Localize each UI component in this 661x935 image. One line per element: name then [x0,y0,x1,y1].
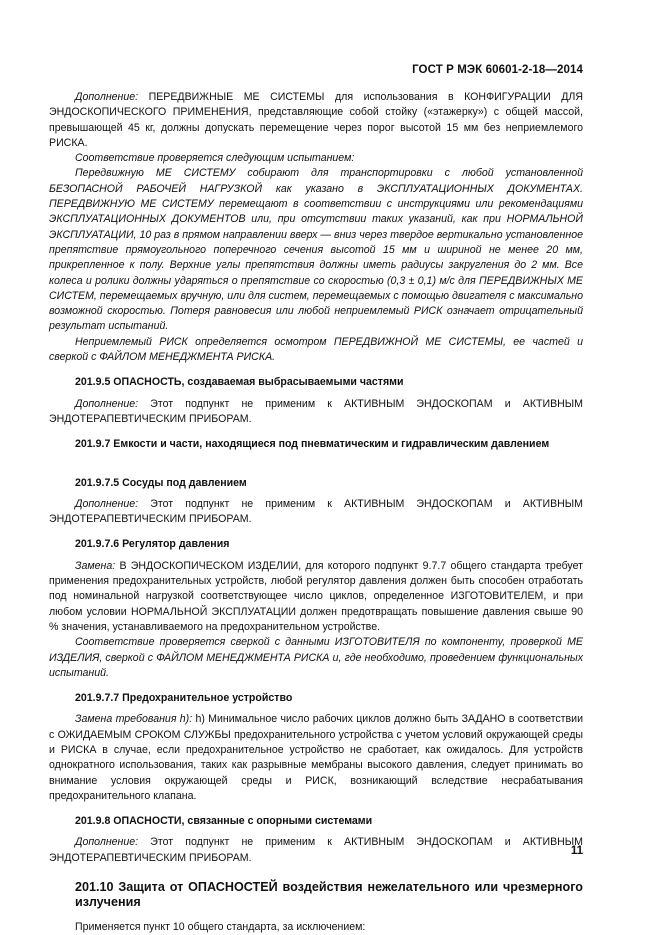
paragraph-lead: Замена требования h): [75,713,193,726]
paragraph-lead: Дополнение: [75,497,139,510]
paragraph-text: ПЕРЕДВИЖНЫЕ МЕ СИСТЕМЫ для использования в КОНФИГУРАЦИИ ДЛЯ ЭНДОСКОПИЧЕСКОГО ПРИМЕНЕНИЯ, представляющие собой стойку («этажерку») с общей массой, превышающей 45 кг, должны допускать перемещение через порог высотой 15 мм без неприемлемого РИСКА. [49,91,583,149]
paragraph-addition [49,90,583,151]
section-heading-201-10: 201.10 Защита от ОПАСНОСТЕЙ воздействия нежелательного или чрезмерного излучения [75,880,583,910]
paragraph-addition [49,397,583,428]
paragraph-addition [49,497,583,528]
section-heading-201-9-7-5: 201.9.7.5 Сосуды под давлением [75,476,247,489]
paragraph-compliance: Соответствие проверяется следующим испытанием: [75,152,355,165]
paragraph-lead: Дополнение: [75,836,139,849]
section-heading-201-9-8: 201.9.8 ОПАСНОСТИ, связанные с опорными системами [75,815,373,828]
paragraph-text: Этот подпункт не применим к АКТИВНЫМ ЭНДОСКОПАМ и АКТИВНЫМ ЭНДОТЕРАПЕВТИЧЕСКИМ ПРИБОРАМ. [49,497,583,526]
paragraph-replacement [49,712,583,804]
paragraph-text: В ЭНДОСКОПИЧЕСКОМ ИЗДЕЛИИ, для которого подпункт 9.7.7 общего стандарта требует применения предохранительных устройств, любой регулятор давления должен быть способен отработать под номинальной нагрузкой соответствующее число циклов, определенное ИЗГОТОВИТЕЛЕМ, и при любом условии НОРМАЛЬНОЙ ЭКСПЛУАТАЦИИ должен предотвращать повышение давления свыше 90 % значения, устанавливаемого на предохранительном устройстве. [49,559,583,633]
paragraph-lead: Дополнение: [75,91,139,103]
paragraph-test-procedure: Передвижную МЕ СИСТЕМУ собирают для транспортировки с любой установленной БЕЗОПАСНОЙ РАБОЧЕЙ НАГРУЗКОЙ как указано в ЭКСПЛУАТАЦИОННЫХ ДОКУМЕНТАХ. ПЕРЕДВИЖНУЮ МЕ СИСТЕМУ перемещают в соответствии с инструкциями или рекомендациями ЭКСПЛУАТАЦИОННЫХ ДОКУМЕНТОВ или, при отсутствии таких указаний, как при НОРМАЛЬНОЙ ЭКСПЛУАТАЦИИ, 10 раз в прямом направлении вверх — вниз через твердое вертикально установленное препятствие прямоугольного поперечного сечения высотой 15 мм и шириной не менее 20 мм, прикрепленное к полу. Верхние углы препятствия должны иметь радиусы закругления до 2 мм. Все колеса и ролики должны ударяться о препятствие со скоростью (0,3 ± 0,1) м/с для ПЕРЕДВИЖНЫХ МЕ СИСТЕМ, перемещаемых вручную, или для систем, перемещаемых с помощью двигателя с максимально возможной скоростью. Потеря равновесия или любой неприемлемый РИСК означает отрицательный результат испытаний. [49,167,583,333]
paragraph-compliance: Соответствие проверяется сверкой с данными ИЗГОТОВИТЕЛЯ по компоненту, проверкой МЕ ИЗДЕЛИЯ, сверкой с ФАЙЛОМ МЕНЕДЖМЕНТА РИСКА и, где необходимо, проведением функциональных испытаний. [49,636,583,679]
paragraph-lead: Дополнение: [75,397,139,410]
paragraph-lead: Замена: [75,559,116,572]
paragraph-applies: Применяется пункт 10 общего стандарта, за исключением: [75,921,366,934]
spacer [49,459,583,466]
document-code-header: ГОСТ Р МЭК 60601-2-18—2014 [412,64,583,76]
section-heading-201-9-7-6: 201.9.7.6 Регулятор давления [75,538,230,551]
paragraph-risk-check: Неприемлемый РИСК определяется осмотром ПЕРЕДВИЖНОЙ МЕ СИСТЕМЫ, ее частей и сверкой с ФАЙЛОМ МЕНЕДЖМЕНТА РИСКА. [49,335,583,364]
paragraph-addition [49,835,583,866]
paragraph-text: Этот подпункт не применим к АКТИВНЫМ ЭНДОСКОПАМ и АКТИВНЫМ ЭНДОТЕРАПЕВТИЧЕСКИМ ПРИБОРАМ. [49,836,583,864]
paragraph-text: h) Минимальное число рабочих циклов должно быть ЗАДАНО в соответствии с ОЖИДАЕМЫМ СРОКОМ СЛУЖБЫ предохранительного устройства с учетом условий окружающей среды и РИСКА в случае, если предохранительное устройство не сработает, как ожидалось. Для устройств однократного использования, таких как разрывные мембраны высокого давления, следует принимать во внимание условия окружающей среды и РИСК, возникающий вследствие несрабатывания предохранительного клапана. [49,713,583,802]
section-heading-201-9-7: 201.9.7 Емкости и части, находящиеся под пневматическим и гидравлическим давлением [75,438,550,451]
document-body [49,90,583,935]
section-heading-201-9-5: 201.9.5 ОПАСНОСТЬ, создаваемая выбрасываемыми частями [75,376,404,389]
paragraph-replacement [49,559,583,635]
paragraph-text: Этот подпункт не применим к АКТИВНЫМ ЭНДОСКОПАМ и АКТИВНЫМ ЭНДОТЕРАПЕВТИЧЕСКИМ ПРИБОРАМ. [49,397,583,425]
section-heading-201-9-7-7: 201.9.7.7 Предохранительное устройство [75,692,293,705]
page-number: 11 [570,845,583,857]
